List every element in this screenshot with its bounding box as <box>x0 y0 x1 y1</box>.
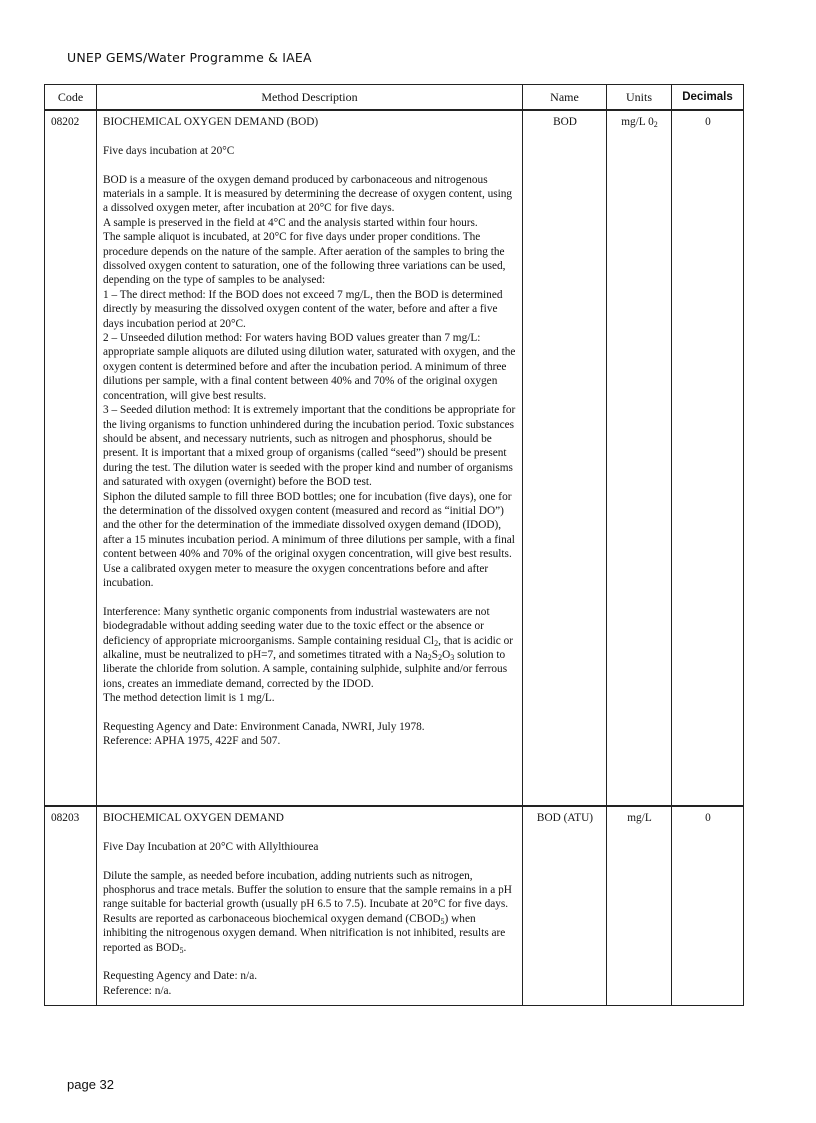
method-name: BOD (ATU) <box>523 806 607 1006</box>
method-paragraph: A sample is preserved in the field at 4°C and the analysis started within four hours. <box>103 216 478 229</box>
method-paragraph: BOD is a measure of the oxygen demand produced by carbonaceous and nitrogenous materials in a sample. It is measured by determining the decrease of oxygen content, using a dissolved oxygen meter, after incubation at 20°C for five days. <box>103 173 513 215</box>
method-description <box>97 806 523 1006</box>
column-header-units: Units <box>607 85 672 111</box>
method-paragraph: 3 – Seeded dilution method: It is extremely important that the conditions be appropriate for the living organisms to function unhindered during the incubation period. Toxic substances should be absent, and necessary nutrients, such as nitrogen and phosphorus, should be present. It is important that a mixed group of organisms (called “seed”) should be present during the test. The dilution water is seeded with the proper kind and number of organisms and saturated with oxygen (overnight) before the BOD test. <box>103 404 516 489</box>
reference: Reference: n/a. <box>103 984 172 997</box>
detection-limit: The method detection limit is 1 mg/L. <box>103 692 275 705</box>
method-subtitle: Five days incubation at 20°C <box>103 144 235 157</box>
column-header-method-description: Method Description <box>97 85 523 111</box>
interference-paragraph: Interference: Many synthetic organic components from industrial wastewaters are not biodegradable without adding seeding water due to the toxic effect or the absence or deficiency of appropriate microorganisms. Sample containing residual $Cl_2$, that is acidic or alkaline, must be neutralized to pH=7, and sometimes titrated with a $Na_2S_2O_3$ solution to liberate the chloride from solution. A sample, containing sulphide, sulphite and/or ferrous ions, creates an immediate demand, corrected by the IDOD. <box>103 605 514 690</box>
method-units: mg/L <box>607 806 672 1006</box>
method-units: mg/L $0_2$ <box>607 110 672 806</box>
table-header-row <box>45 85 744 111</box>
column-header-decimals: Decimals <box>672 85 744 111</box>
method-name: BOD <box>523 110 607 806</box>
requesting-agency: Requesting Agency and Date: n/a. <box>103 970 258 983</box>
method-paragraph: Dilute the sample, as needed before incubation, adding nutrients such as nitrogen, phosphorus and trace metals. Buffer the solution to ensure that the sample remains in a pH range suitable for bacterial growth (usually pH 6.5 to 7.5). Incubate at 20°C for five days. Results are reported as carbonaceous biochemical oxygen demand $(CBOD_5)$ when inhibiting the nitrogenous oxygen demand. When nitrification is not inhibited, results are reported as $BOD_5$. <box>103 869 512 955</box>
method-paragraph: Use a calibrated oxygen meter to measure the oxygen concentrations before and after incubation. <box>103 562 489 589</box>
methods-table <box>44 84 744 1006</box>
table-row <box>45 110 744 806</box>
requesting-agency: Requesting Agency and Date: Environment Canada, NWRI, July 1978. <box>103 721 425 733</box>
method-paragraph: 1 – The direct method: If the BOD does not exceed 7 mg/L, then the BOD is determined directly by measuring the dissolved oxygen content of the water, before and after a five days incubation period at 20°C. <box>103 288 503 330</box>
page-number: page 32 <box>67 1077 114 1092</box>
method-decimals: 0 <box>672 110 744 806</box>
method-title: BIOCHEMICAL OXYGEN DEMAND (BOD) <box>103 116 319 128</box>
document-header-title: UNEP GEMS/Water Programme & IAEA <box>67 50 312 65</box>
column-header-code: Code <box>45 85 97 111</box>
method-code: 08203 <box>45 806 97 1006</box>
method-title: BIOCHEMICAL OXYGEN DEMAND <box>103 812 284 824</box>
method-paragraph: 2 – Unseeded dilution method: For waters having BOD values greater than 7 mg/L: appropriate sample aliquots are diluted using dilution water, saturated with oxygen, and the oxygen content is determined before and after the incubation period. A minimum of three dilutions per sample, with a final content between 40% and 70% of the original oxygen concentration, will give best results. <box>103 332 516 402</box>
method-paragraph: Siphon the diluted sample to fill three BOD bottles; one for incubation (five days), one for the determination of the dissolved oxygen content (measured and record as “initial DO”) and the other for the determination of the immediate dissolved oxygen demand (IDOD), after a 15 minutes incubation period. A minimum of three dilutions per sample, with a final content between 40% and 70% of the original oxygen concentration, will give best results. <box>103 490 515 561</box>
method-code: 08202 <box>45 110 97 806</box>
reference: Reference: APHA 1975, 422F and 507. <box>103 735 281 748</box>
method-decimals: 0 <box>672 806 744 1006</box>
column-header-name: Name <box>523 85 607 111</box>
method-subtitle: Five Day Incubation at 20°C with Allylthiourea <box>103 840 319 853</box>
method-description <box>97 110 523 806</box>
method-paragraph: The sample aliquot is incubated, at 20°C for five days under proper conditions. The procedure depends on the nature of the sample. After aeration of the samples to bring the dissolved oxygen content to saturation, one of the following three variations can be used, depending on the type of samples to be analysed: <box>103 231 506 287</box>
table-row <box>45 806 744 1006</box>
